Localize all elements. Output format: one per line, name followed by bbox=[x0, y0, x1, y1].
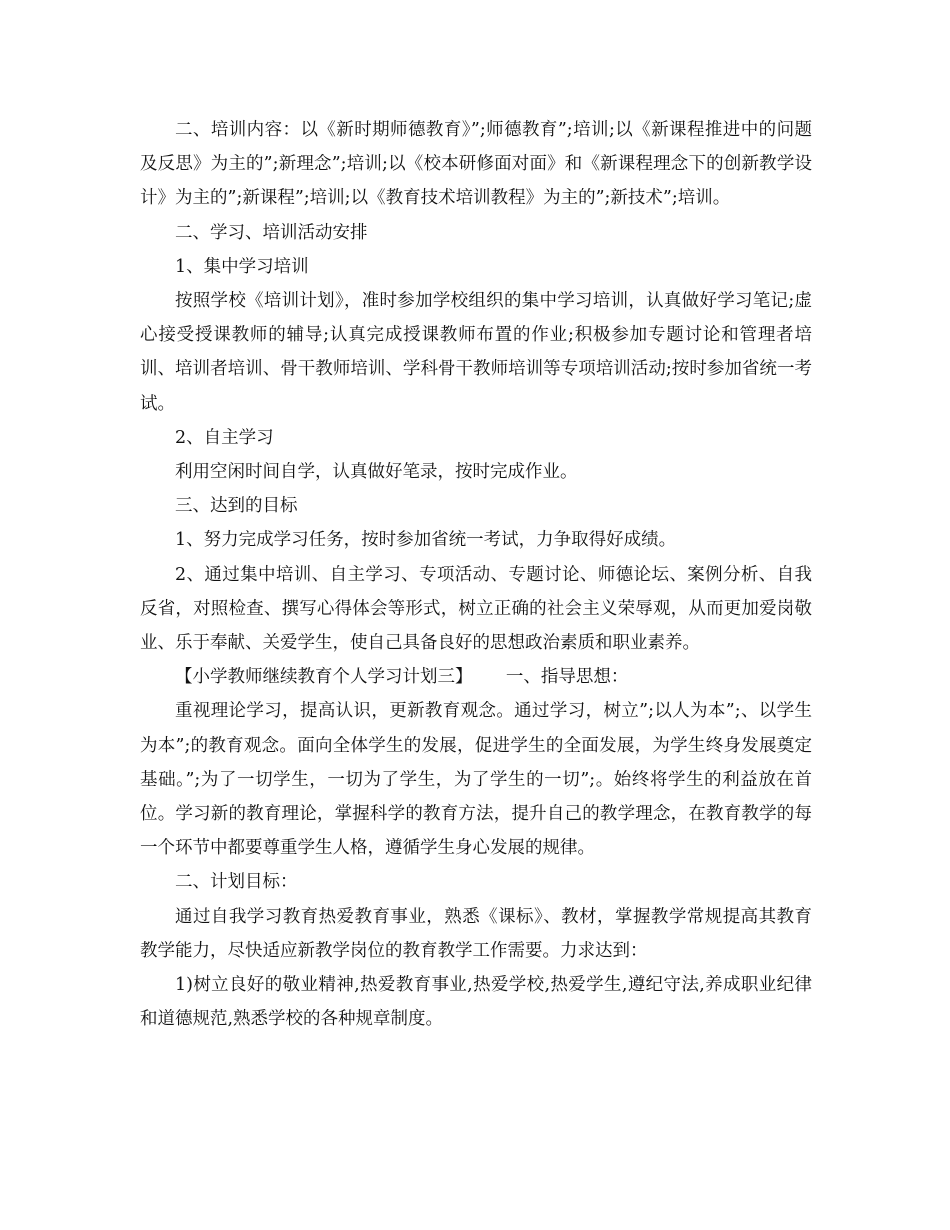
paragraph-self-study: 利用空闲时间自学，认真做好笔录，按时完成作业。 bbox=[175, 462, 578, 483]
heading-self-study: 2、自主学习 bbox=[175, 427, 274, 448]
paragraph-goal-2: 2、通过集中培训、自主学习、专项活动、专题讨论、师德论坛、案例分析、自我反省，对照检查、撰写心得体会等形式，树立正确的社会主义荣辱观，从而更加爱岗敬业、乐于奉献、关爱学生，使自己具备良好的思想政治素质和职业素养。 bbox=[140, 564, 812, 654]
document-body bbox=[140, 113, 812, 1036]
heading-centralized-training: 1、集中学习培训 bbox=[175, 256, 309, 277]
paragraph-plan-goal-1: 1)树立良好的敬业精神,热爱教育事业,热爱学校,热爱学生,遵纪守法,养成职业纪律和道德规范,熟悉学校的各种规章制度。 bbox=[140, 975, 812, 1030]
paragraph-guiding-thought: 重视理论学习，提高认识，更新教育观念。通过学习，树立”;以人为本”;、以学生为本”;的教育观念。面向全体学生的发展，促进学生的全面发展，为学生终身发展奠定基础。”;为了一切学生，一切为了学生，为了学生的一切”;。始终将学生的利益放在首位。学习新的教育理论，掌握科学的教育方法，提升自己的教学理念，在教育教学的每一个环节中都要尊重学生人格，遵循学生身心发展的规律。 bbox=[140, 701, 812, 859]
paragraph-training-content: 二、培训内容：以《新时期师德教育》”;师德教育”;培训;以《新课程推进中的问题及反思》为主的”;新理念”;培训;以《校本研修面对面》和《新课程理念下的创新教学设计》为主的”;新课程”;培训;以《教育技术培训教程》为主的”;新技术”;培训。 bbox=[140, 120, 812, 209]
paragraph-goal-1: 1、努力完成学习任务，按时参加省统一考试，力争取得好成绩。 bbox=[175, 530, 677, 551]
paragraph-plan-goals: 通过自我学习教育热爱教育事业，熟悉《课标》、教材，掌握教学常规提高其教育教学能力，尽快适应新教学岗位的教育教学工作需要。力求达到： bbox=[140, 906, 812, 961]
paragraph-centralized-training: 按照学校《培训计划》，准时参加学校组织的集中学习培训，认真做好学习笔记;虚心接受授课教师的辅导;认真完成授课教师布置的作业;积极参加专题讨论和管理者培训、培训者培训、骨干教师培训、学科骨干教师培训等专项培训活动;按时参加省统一考试。 bbox=[140, 291, 812, 414]
heading-goals: 三、达到的目标 bbox=[175, 496, 298, 517]
heading-plan-goals: 二、计划目标： bbox=[175, 872, 298, 893]
heading-plan-three: 【小学教师继续教育个人学习计划三】 一、指导思想： bbox=[175, 667, 629, 688]
heading-activity-arrangement: 二、学习、培训活动安排 bbox=[175, 222, 368, 243]
